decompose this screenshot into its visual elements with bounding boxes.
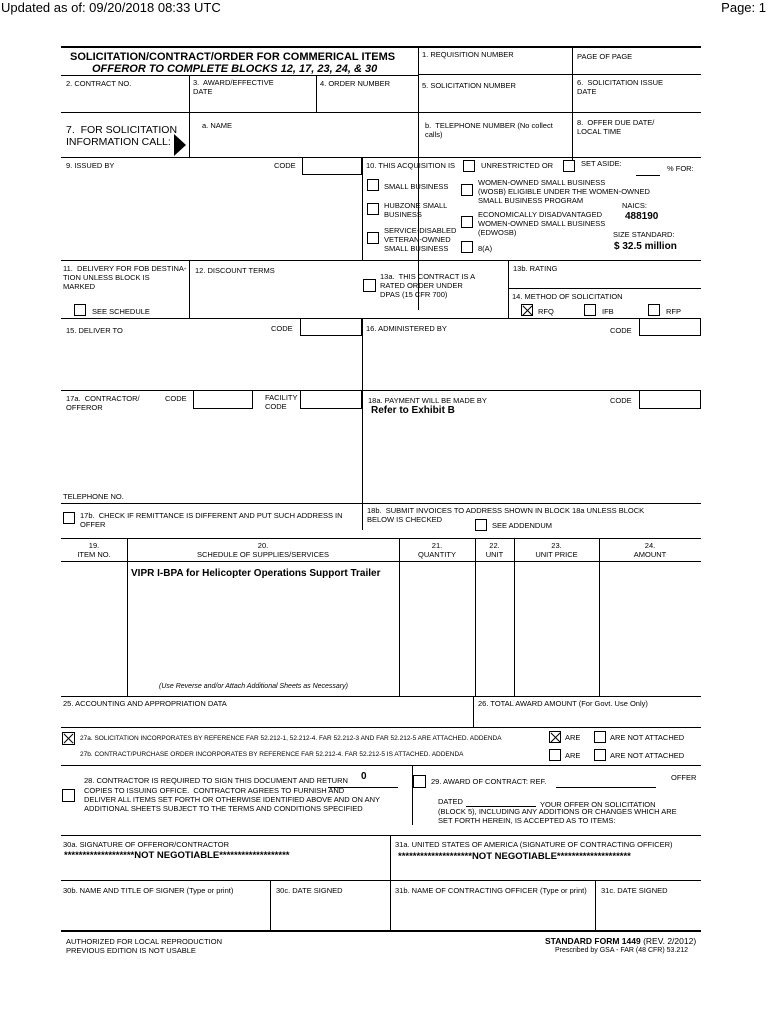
block-9-code-field[interactable] xyxy=(302,157,362,175)
unrestricted-checkbox[interactable] xyxy=(463,160,475,172)
27a-are-not-checkbox[interactable] xyxy=(594,731,606,743)
block-29-checkbox[interactable] xyxy=(413,775,426,788)
block-9-label: 9. ISSUED BY xyxy=(66,161,115,170)
block-9-code-label: CODE xyxy=(274,161,296,170)
block-30a-value: *******************NOT NEGOTIABLE******************* xyxy=(64,850,290,861)
wosb-label: WOMEN-OWNED SMALL BUSINESS (WOSB) ELIGIBLE UNDER THE WOMEN-OWNED SMALL BUSINESS PROGRAM xyxy=(478,178,650,205)
block-30c-label: 30c. DATE SIGNED xyxy=(276,886,343,895)
sdvosb-label: SERVICE-DISABLED VETERAN-OWNED SMALL BUSINESS xyxy=(384,226,457,253)
block-17a-code-label: CODE xyxy=(165,394,187,403)
ifb-checkbox[interactable] xyxy=(584,304,596,316)
block-17a-label: 17a. CONTRACTOR/ OFFEROR xyxy=(66,394,140,412)
your-offer-label: YOUR OFFER ON SOLICITATION xyxy=(540,800,656,809)
block-31c-label: 31c. DATE SIGNED xyxy=(601,886,668,895)
schedule-item-description: VIPR I-BPA for Helicopter Operations Support Trailer xyxy=(131,568,381,579)
small-business-label: SMALL BUSINESS xyxy=(384,182,449,191)
block-29-label: 29. AWARD OF CONTRACT: REF. xyxy=(431,777,547,786)
set-aside-checkbox[interactable] xyxy=(563,160,575,172)
sdvosb-checkbox[interactable] xyxy=(367,232,379,244)
block-27a-label: 27a. SOLICITATION INCORPORATES BY REFERENCE FAR 52.212-1, 52.212-4. FAR 52.212-3 AND FAR 52.212-5 ARE ATTACHED. ADDENDA xyxy=(80,735,502,742)
block-31a-label: 31a. UNITED STATES OF AMERICA (SIGNATURE OF CONTRACTING OFFICER) xyxy=(395,840,673,849)
block-7-label: 7. FOR SOLICITATION INFORMATION CALL: xyxy=(66,124,178,148)
hubzone-label: HUBZONE SMALL BUSINESS xyxy=(384,201,448,219)
block-18a-code-field[interactable] xyxy=(639,390,701,409)
27b-are-label: ARE xyxy=(565,751,581,760)
telephone-label: TELEPHONE NO. xyxy=(63,492,124,501)
form-top-border xyxy=(61,46,701,48)
dated-label: DATED xyxy=(438,797,463,806)
sf-number: STANDARD FORM 1449 xyxy=(545,936,641,946)
27a-are-checkbox[interactable] xyxy=(549,731,561,743)
percent-for-label: % FOR: xyxy=(667,164,694,173)
sf-prescribed: Prescribed by GSA - FAR (48 CFR) 53.212 xyxy=(555,947,689,954)
small-business-checkbox[interactable] xyxy=(367,179,379,191)
block-10-label: 10. THIS ACQUISITION IS xyxy=(366,161,456,170)
facility-code-field[interactable] xyxy=(300,390,362,409)
block-28-terms: COPIES TO ISSUING OFFICE. CONTRACTOR AGREES TO FURNISH AND DELIVER ALL ITEMS SET FORTH OR OTHERWISE IDENTIFIED ABOVE AND ON ANY ADDITIONAL SHEETS SUBJECT TO THE TERMS AND CONDITIONS SPECIFIED xyxy=(84,786,381,813)
updated-timestamp: Updated as of: 09/20/2018 08:33 UTC xyxy=(1,0,221,15)
block-3-label: 3. AWARD/EFFECTIVE DATE xyxy=(193,78,274,96)
block-8-label: 8. OFFER DUE DATE/ LOCAL TIME xyxy=(577,118,655,136)
size-standard-label: SIZE STANDARD: xyxy=(613,230,675,239)
block-15-code-label: CODE xyxy=(271,324,293,333)
block-18a-label: 18a. PAYMENT WILL BE MADE BY xyxy=(368,396,487,405)
rfp-label: RFP xyxy=(666,307,681,316)
ifb-label: IFB xyxy=(602,307,614,316)
sf-revision: (REV. 2/2012) xyxy=(640,936,697,946)
rfp-checkbox[interactable] xyxy=(648,304,660,316)
page-number: Page: 1 xyxy=(721,0,766,15)
block-2-label: 2. CONTRACT NO. xyxy=(66,79,132,88)
block-14-label: 14. METHOD OF SOLICITATION xyxy=(512,292,623,301)
size-standard-value: $ 32.5 million xyxy=(614,241,677,252)
wosb-checkbox[interactable] xyxy=(461,184,473,196)
edwosb-checkbox[interactable] xyxy=(461,216,473,228)
block-28-copies: 0 xyxy=(361,771,367,782)
block-25-label: 25. ACCOUNTING AND APPROPRIATION DATA xyxy=(63,699,227,708)
set-aside-label: SET ASIDE: xyxy=(581,159,622,168)
block-7b-label: b. TELEPHONE NUMBER (No collect calls) xyxy=(425,121,553,139)
block-18a-code-label: CODE xyxy=(610,396,632,405)
see-addendum-checkbox[interactable] xyxy=(475,519,487,531)
col-24-header: 24. AMOUNT xyxy=(633,541,667,559)
form-subtitle: OFFEROR TO COMPLETE BLOCKS 12, 17, 23, 24, & 30 xyxy=(92,63,378,75)
col-20-header: 20. SCHEDULE OF SUPPLIES/SERVICES xyxy=(197,541,329,559)
block-18a-value: Refer to Exhibit B xyxy=(371,405,455,416)
footer-reproduction-note: AUTHORIZED FOR LOCAL REPRODUCTION PREVIOUS EDITION IS NOT USABLE xyxy=(66,937,222,955)
naics-value: 488190 xyxy=(625,211,659,222)
col-21-header: 21. QUANTITY xyxy=(418,541,456,559)
27a-are-label: ARE xyxy=(565,733,581,742)
block-17a-code-field[interactable] xyxy=(193,390,253,409)
unrestricted-label: UNRESTRICTED OR xyxy=(481,161,554,170)
block-28-label: 28. CONTRACTOR IS REQUIRED TO SIGN THIS DOCUMENT AND RETURN xyxy=(84,776,348,785)
rfq-checkbox[interactable] xyxy=(521,304,533,316)
arrow-icon xyxy=(174,134,186,156)
block-17b-label: 17b. CHECK IF REMITTANCE IS DIFFERENT AND PUT SUCH ADDRESS IN OFFER xyxy=(80,511,343,529)
block-15-code-field[interactable] xyxy=(300,318,362,336)
27b-are-checkbox[interactable] xyxy=(549,749,561,761)
rfq-label: RFQ xyxy=(538,307,554,316)
27b-are-not-checkbox[interactable] xyxy=(594,749,606,761)
standard-form-title xyxy=(545,936,696,946)
block-4-label: 4. ORDER NUMBER xyxy=(320,79,391,88)
block-7a-label: a. NAME xyxy=(202,121,233,130)
block-16-label: 16. ADMINISTERED BY xyxy=(366,324,447,333)
form-title: SOLICITATION/CONTRACT/ORDER FOR COMMERICAL ITEMS xyxy=(70,51,396,63)
block-30b-label: 30b. NAME AND TITLE OF SIGNER (Type or print) xyxy=(63,886,234,895)
block-30a-label: 30a. SIGNATURE OF OFFEROR/CONTRACTOR xyxy=(63,840,229,849)
offer-label: OFFER xyxy=(671,773,697,782)
block-11-label: 11. DELIVERY FOR FOB DESTINA- TION UNLESS BLOCK IS MARKED xyxy=(63,264,187,291)
col-22-header: 22. UNIT xyxy=(485,541,504,559)
block-13a-checkbox[interactable] xyxy=(363,279,376,292)
col-23-header: 23. UNIT PRICE xyxy=(535,541,578,559)
reverse-note: (Use Reverse and/or Attach Additional Sheets as Necessary) xyxy=(159,683,348,690)
block-28-checkbox[interactable] xyxy=(62,789,75,802)
block-13b-label: 13b. RATING xyxy=(513,264,558,273)
block-17b-checkbox[interactable] xyxy=(63,512,75,524)
27b-are-not-label: ARE NOT ATTACHED xyxy=(610,751,685,760)
block-27b-label: 27b. CONTRACT/PURCHASE ORDER INCORPORATES BY REFERENCE FAR 52.212-4. FAR 52.212-5 IS ATTACHED. ADDENDA xyxy=(80,751,464,758)
see-schedule-checkbox[interactable] xyxy=(74,304,86,316)
naics-label: NAICS: xyxy=(622,201,648,210)
block-15-label: 15. DELIVER TO xyxy=(66,326,123,335)
block-12-label: 12. DISCOUNT TERMS xyxy=(195,266,275,275)
facility-code-label: FACILITY CODE xyxy=(265,393,298,411)
see-schedule-label: SEE SCHEDULE xyxy=(92,307,150,316)
hubzone-checkbox[interactable] xyxy=(367,203,379,215)
8a-checkbox[interactable] xyxy=(461,241,473,253)
page-of-label: PAGE OF PAGE xyxy=(577,52,633,61)
block-31a-value: ********************NOT NEGOTIABLE******************** xyxy=(398,851,631,862)
8a-label: 8(A) xyxy=(478,244,493,253)
col-19-header: 19. ITEM NO. xyxy=(77,541,111,559)
block-18b-label: 18b. SUBMIT INVOICES TO ADDRESS SHOWN IN BLOCK 18a UNLESS BLOCK BELOW IS CHECKED xyxy=(367,506,645,524)
block-26-label: 26. TOTAL AWARD AMOUNT (For Govt. Use Only) xyxy=(478,699,648,708)
block-16-code-field[interactable] xyxy=(639,318,701,336)
edwosb-label: ECONOMICALLY DISADVANTAGED WOMEN-OWNED SMALL BUSINESS (EDWOSB) xyxy=(478,210,606,237)
block-13a-label: 13a. THIS CONTRACT IS A RATED ORDER UNDER DPAS (15 CFR 700) xyxy=(380,272,476,299)
block-5-label: 5. SOLICITATION NUMBER xyxy=(422,81,516,90)
block-16-code-label: CODE xyxy=(610,326,632,335)
27a-are-not-label: ARE NOT ATTACHED xyxy=(610,733,685,742)
block-29-terms: (BLOCK 5), INCLUDING ANY ADDITIONS OR CHANGES WHICH ARE SET FORTH HEREIN, IS ACCEPTED AS TO ITEMS: xyxy=(438,807,677,825)
block-1-label: 1. REQUISITION NUMBER xyxy=(422,50,514,59)
block-27a-checkbox[interactable] xyxy=(62,732,75,745)
block-31b-label: 31b. NAME OF CONTRACTING OFFICER (Type or print) xyxy=(395,886,587,895)
see-addendum-label: SEE ADDENDUM xyxy=(492,521,553,530)
block-6-label: 6. SOLICITATION ISSUE DATE xyxy=(577,78,663,96)
